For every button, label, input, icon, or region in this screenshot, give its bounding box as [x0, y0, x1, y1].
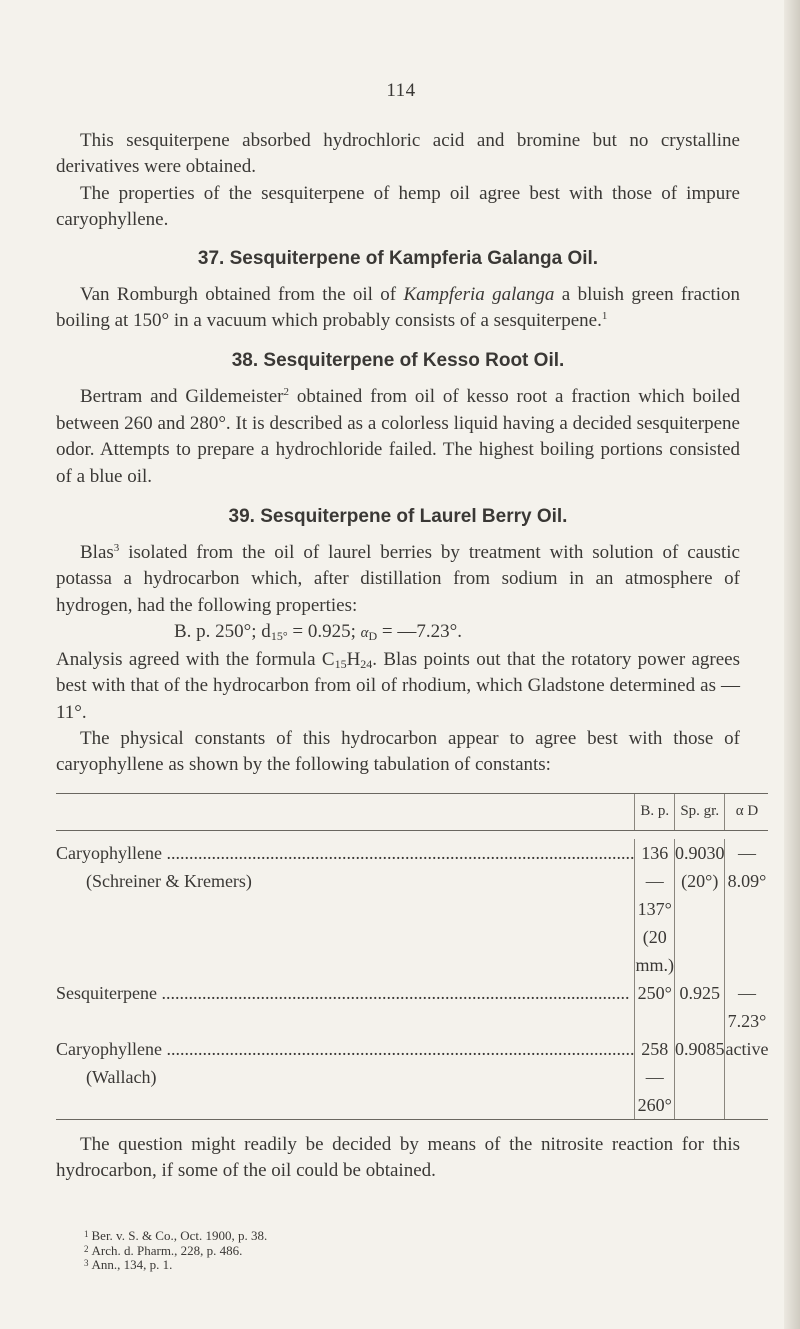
section-39-text: Blas$^3$ isolated from the oil of laurel berries by treatment with solution of caustic potassa a hydrocarbon which, after distillation from sodium in an atmosphere of hydrogen, had the following properties:: [56, 542, 740, 616]
table-header-row: [56, 793, 768, 830]
paragraph-hydrochloric: This sesquiterpene absorbed hydrochloric acid and bromine but no crystalline derivatives were obtained.: [56, 130, 740, 178]
page-edge-shadow: [784, 0, 800, 1329]
row-sg: 0.9030: [674, 842, 725, 863]
row-sg-note: (20°): [681, 870, 719, 891]
row-sg: 0.9085: [674, 1038, 725, 1059]
header-boiling-point: B. p.: [635, 793, 675, 830]
row-name: Caryophyllene .....: [56, 839, 634, 867]
section-37-heading: 37. Sesquiterpene of Kampferia Galanga Oil.: [197, 247, 599, 269]
header-specific-gravity: Sp. gr.: [674, 793, 725, 830]
footnote-ref-3: 3: [113, 542, 120, 555]
row-source: (Wallach): [86, 1066, 157, 1087]
row-bp: 258—260°: [637, 1038, 672, 1115]
row-bp-note: (20 mm.): [635, 926, 674, 975]
header-rotation: α D: [725, 793, 768, 830]
section-39-heading: 39. Sesquiterpene of Laurel Berry Oil.: [228, 506, 568, 528]
row-name: Sesquiterpene .....: [56, 979, 634, 1007]
section-38-heading: 38. Sesquiterpene of Kesso Root Oil.: [231, 350, 565, 372]
paragraph-hemp-oil: The properties of the sesquiterpene of hemp oil agree best with those of impure caryophyllene.: [56, 182, 740, 231]
footnotes: [84, 1229, 724, 1273]
header-substance: [56, 793, 635, 830]
row-bp: 250°: [637, 982, 672, 1003]
row-source: (Schreiner & Kremers): [86, 870, 252, 891]
footnote-1: $^1$ Ber. v. S. & Co., Oct. 1900, p. 38.: [84, 1228, 268, 1243]
analysis-text: Analysis agreed with the formula $C_{15}H_{24}$. Blas points out that the rotatory power agrees best with that of the hydrocarbon from oil of rhodium, which Gladstone determined as —11°.: [56, 648, 741, 723]
row-rotation: —7.23°: [727, 982, 767, 1031]
page-body: [56, 128, 769, 1185]
row-rotation: —8.09°: [727, 842, 767, 891]
footnote-3: $^3$ Ann., 134, p. 1.: [84, 1257, 173, 1272]
table-row: [56, 1035, 768, 1120]
table-row: [56, 979, 768, 1035]
row-bp: 136—137°: [637, 842, 672, 919]
table-row: [56, 839, 768, 979]
constants-table: [56, 793, 768, 1120]
physical-comparison-text: The physical constants of this hydrocarbon appear to agree best with those of caryophyllene as shown by the following tabulation of constants:: [56, 727, 740, 776]
row-sg: 0.925: [679, 982, 720, 1003]
footnote-2: $^2$ Arch. d. Pharm., 228, p. 486.: [84, 1242, 243, 1258]
footnote-ref-1: 1: [601, 310, 608, 323]
row-name: Caryophyllene .....: [56, 1035, 634, 1063]
row-rotation: active: [725, 1038, 769, 1059]
section-37-text: Van Romburgh obtained from the oil of Kampferia galanga a bluish green fraction boiling at 150° in a vacuum which probably consists of a sesquiterpene.$^1$: [56, 283, 741, 332]
page-number: 114: [386, 80, 416, 101]
closing-paragraph: The question might readily be decided by means of the nitrosite reaction for this hydrocarbon, if some of the oil could be obtained.: [56, 1133, 740, 1182]
section-38-text: Bertram and Gildemeister$^2$ obtained from oil of kesso root a fraction which boiled between 260 and 280°. It is described as a colorless liquid having a decided sesquiterpene odor. Attempts to prepare a hydrochloride failed. The highest boiling portions consisted of a blue oil.: [56, 386, 740, 487]
footnote-ref-2: 2: [283, 386, 290, 399]
physical-constants-line: B. p. 250°; $d_{15^\circ} = 0.925$; $\alpha_D$ = —7.23°.: [174, 621, 462, 644]
species-name: Kampferia galanga: [403, 283, 555, 305]
